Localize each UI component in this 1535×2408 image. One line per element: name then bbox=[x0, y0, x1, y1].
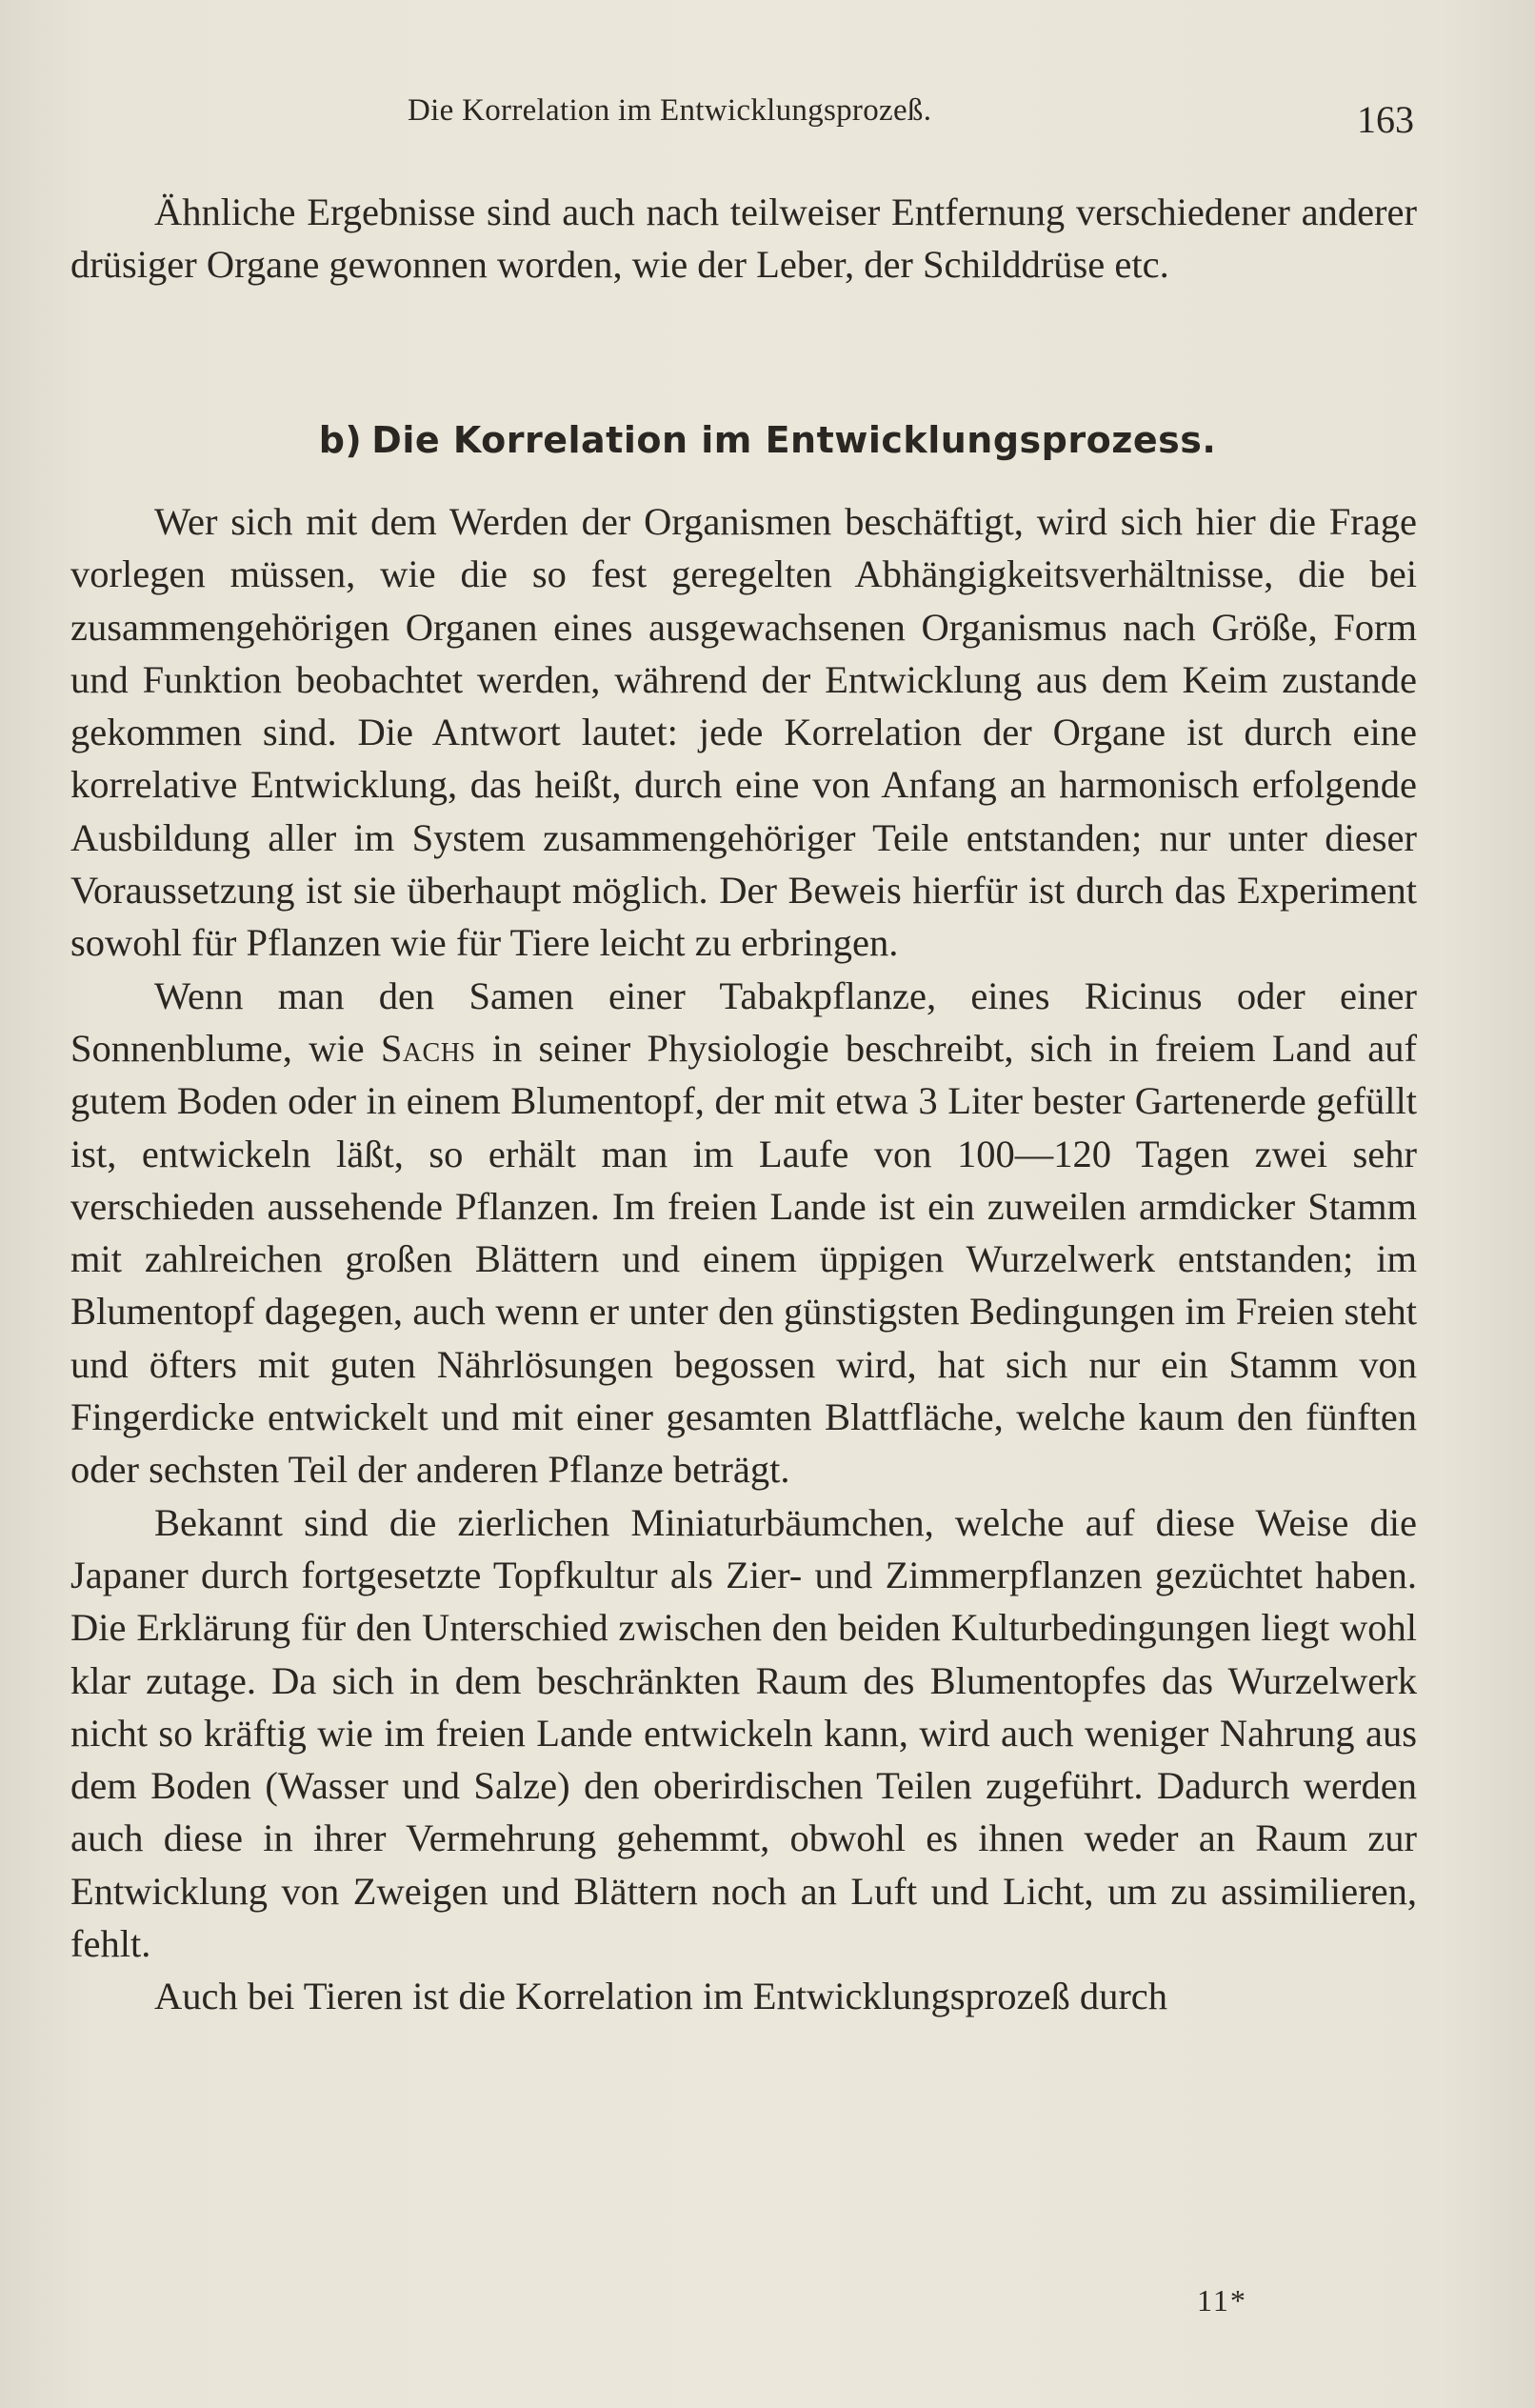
author-name: Sachs bbox=[380, 1026, 476, 1070]
section-heading bbox=[0, 419, 1535, 461]
paragraph-sachs bbox=[70, 970, 1417, 1496]
section-title: Die Korrelation im Entwicklungsprozess. bbox=[371, 419, 1217, 461]
signature-mark: 11* bbox=[1197, 2283, 1247, 2318]
body-text-block bbox=[70, 495, 1417, 2023]
intro-text-block bbox=[70, 186, 1417, 291]
section-label: b) bbox=[318, 419, 363, 461]
sachs-after: in seiner Physiologie beschreibt, sich in freiem Land auf gutem Boden oder in einem Blumentopf, der mit etwa 3 Liter bester Gartenerde gefüllt ist, entwickeln läßt, so erhält man im Laufe von 100—120 Tagen zwei sehr verschieden aussehende Pflanzen. Im freien Lande ist ein zuweilen armdicker Stamm mit zahlreichen großen Blättern und einem üppigen Wurzelwerk entstanden; im Blumentopf dagegen, auch wenn er unter den günstigsten Bedingungen im Freien steht und öfters mit guten Nährlösungen begossen wird, hat sich nur ein Stamm von Fingerdicke entwickelt und mit einer gesamten Blattfläche, welche kaum den fünften oder sechsten Teil der anderen Pflanze beträgt. bbox=[70, 1026, 1418, 1492]
intro-paragraph: Ähnliche Ergebnisse sind auch nach teilweiser Entfernung verschiedener anderer drüsiger Organe gewonnen worden, wie der Leber, der Schilddrüse etc. bbox=[70, 191, 1417, 287]
running-title: Die Korrelation im Entwicklungsprozeß. bbox=[408, 93, 932, 128]
sachs-before: Wenn man den Samen einer Tabakpflanze, eines Ricinus oder einer Sonnenblume, wie bbox=[70, 973, 1417, 1070]
paragraph-japan: Bekannt sind die zierlichen Miniaturbäumchen, welche auf diese Weise die Japaner durch fortgesetzte Topfkultur als Zier- und Zimmerpflanzen gezüchtet haben. Die Erklärung für den Unterschied zwischen den beiden Kulturbedingungen liegt wohl klar zutage. Da sich in dem beschränkten Raum des Blumentopfes das Wurzelwerk nicht so kräftig wie im freien Lande entwickeln kann, wird auch weniger Nahrung aus dem Boden (Wasser und Salze) den oberirdischen Teilen zugeführt. Dadurch werden auch diese in ihrer Vermehrung gehemmt, obwohl es ihnen weder an Raum zur Entwicklung von Zweigen und Blättern noch an Luft und Licht, um zu assimilieren, fehlt. bbox=[70, 1500, 1417, 1966]
paragraph-correlation: Wer sich mit dem Werden der Organismen beschäftigt, wird sich hier die Frage vorlegen müssen, wie die so fest geregelten Abhängigkeitsverhältnisse, die bei zusammengehörigen Organen eines ausgewachsenen Organismus nach Größe, Form und Funktion beobachtet werden, während der Entwicklung aus dem Keim zustande gekommen sind. Die Antwort lautet: jede Korrelation der Organe ist durch eine korrelative Entwicklung, das heißt, durch eine von Anfang an harmonisch erfolgende Ausbildung aller im System zusammengehöriger Teile entstanden; nur unter dieser Voraussetzung ist sie überhaupt möglich. Der Beweis hierfür ist durch das Experiment sowohl für Pflanzen wie für Tiere leicht zu erbringen. bbox=[70, 500, 1417, 965]
paragraph-animals: Auch bei Tieren ist die Korrelation im Entwicklungsprozeß durch bbox=[154, 1975, 1168, 2018]
page-number: 163 bbox=[1357, 98, 1414, 141]
page-header bbox=[0, 88, 1535, 145]
